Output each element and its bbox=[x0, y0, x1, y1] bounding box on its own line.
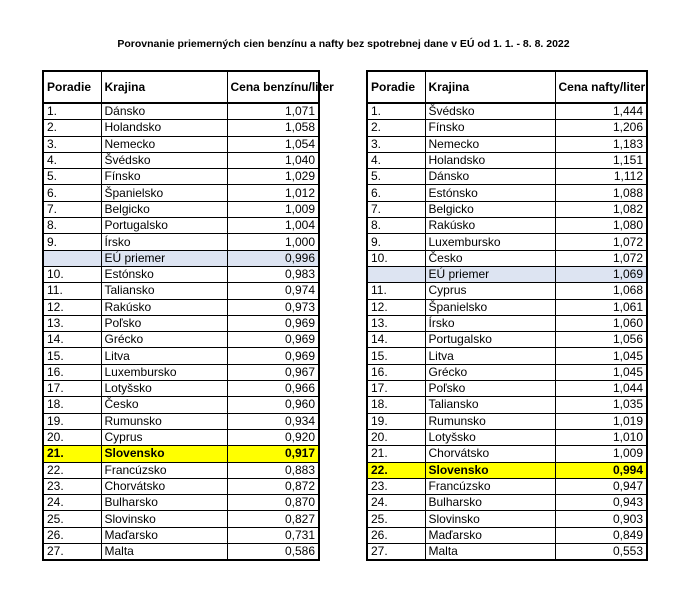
header-price: Cena nafty/liter bbox=[555, 71, 647, 103]
price-cell: 1,058 bbox=[227, 120, 319, 136]
table-row bbox=[367, 527, 647, 543]
table-row bbox=[43, 299, 319, 315]
rank-cell: 22. bbox=[367, 462, 425, 478]
table-row bbox=[43, 462, 319, 478]
country-cell: Francúzsko bbox=[425, 478, 555, 494]
rank-cell: 27. bbox=[367, 544, 425, 561]
country-cell: Dánsko bbox=[101, 103, 227, 120]
price-cell: 0,903 bbox=[555, 511, 647, 527]
country-cell: EÚ priemer bbox=[425, 266, 555, 282]
price-cell: 0,917 bbox=[227, 446, 319, 462]
price-cell: 0,960 bbox=[227, 397, 319, 413]
header-rank: Poradie bbox=[43, 71, 101, 103]
price-cell: 1,010 bbox=[555, 429, 647, 445]
price-cell: 1,044 bbox=[555, 381, 647, 397]
price-cell: 0,586 bbox=[227, 544, 319, 561]
rank-cell: 24. bbox=[43, 495, 101, 511]
table-row bbox=[43, 348, 319, 364]
petrol-table-body bbox=[43, 103, 319, 560]
price-cell: 0,553 bbox=[555, 544, 647, 561]
price-cell: 0,934 bbox=[227, 413, 319, 429]
country-cell: Holandsko bbox=[425, 152, 555, 168]
table-row bbox=[43, 413, 319, 429]
rank-cell: 17. bbox=[43, 381, 101, 397]
table-row bbox=[43, 478, 319, 494]
country-cell: Luxembursko bbox=[425, 234, 555, 250]
rank-cell: 3. bbox=[367, 136, 425, 152]
price-cell: 1,009 bbox=[227, 201, 319, 217]
rank-cell: 8. bbox=[43, 218, 101, 234]
table-row bbox=[367, 201, 647, 217]
rank-cell: 14. bbox=[43, 332, 101, 348]
country-cell: Taliansko bbox=[425, 397, 555, 413]
rank-cell: 16. bbox=[367, 364, 425, 380]
table-row bbox=[43, 429, 319, 445]
country-cell: Cyprus bbox=[425, 283, 555, 299]
rank-cell: 1. bbox=[43, 103, 101, 120]
price-cell: 1,069 bbox=[555, 266, 647, 282]
page-title: Porovnanie priemerných cien benzínu a nafty bez spotrebnej dane v EÚ od 1. 1. - 8. 8. 2022 bbox=[117, 38, 570, 50]
slovakia-row bbox=[43, 446, 319, 462]
price-cell: 1,068 bbox=[555, 283, 647, 299]
price-cell: 1,112 bbox=[555, 169, 647, 185]
rank-cell: 9. bbox=[43, 234, 101, 250]
table-row bbox=[43, 152, 319, 168]
table-header-row bbox=[367, 71, 647, 103]
country-cell: Malta bbox=[101, 544, 227, 561]
price-cell: 1,072 bbox=[555, 234, 647, 250]
table-row bbox=[367, 511, 647, 527]
header-country: Krajina bbox=[101, 71, 227, 103]
price-cell: 1,035 bbox=[555, 397, 647, 413]
country-cell: Chorvátsko bbox=[425, 446, 555, 462]
table-row bbox=[367, 185, 647, 201]
rank-cell: 27. bbox=[43, 544, 101, 561]
table-row bbox=[367, 120, 647, 136]
table-row bbox=[43, 511, 319, 527]
rank-cell: 10. bbox=[367, 250, 425, 266]
rank-cell: 14. bbox=[367, 332, 425, 348]
rank-cell: 16. bbox=[43, 364, 101, 380]
country-cell: Portugalsko bbox=[101, 218, 227, 234]
price-cell: 0,974 bbox=[227, 283, 319, 299]
rank-cell: 25. bbox=[43, 511, 101, 527]
table-row bbox=[367, 103, 647, 120]
rank-cell: 8. bbox=[367, 218, 425, 234]
country-cell: Fínsko bbox=[425, 120, 555, 136]
rank-cell: 5. bbox=[367, 169, 425, 185]
diesel-price-table bbox=[366, 70, 648, 561]
table-row bbox=[367, 315, 647, 331]
country-cell: Nemecko bbox=[425, 136, 555, 152]
table-row bbox=[367, 495, 647, 511]
price-cell: 0,920 bbox=[227, 429, 319, 445]
table-row bbox=[43, 234, 319, 250]
rank-cell: 26. bbox=[367, 527, 425, 543]
price-cell: 1,009 bbox=[555, 446, 647, 462]
table-row bbox=[43, 103, 319, 120]
rank-cell: 11. bbox=[367, 283, 425, 299]
price-cell: 0,996 bbox=[227, 250, 319, 266]
price-cell: 1,054 bbox=[227, 136, 319, 152]
table-header-row bbox=[43, 71, 319, 103]
table-row bbox=[43, 185, 319, 201]
rank-cell: 7. bbox=[43, 201, 101, 217]
rank-cell: 20. bbox=[367, 429, 425, 445]
table-row bbox=[367, 283, 647, 299]
table-row bbox=[367, 446, 647, 462]
rank-cell: 21. bbox=[43, 446, 101, 462]
country-cell: Maďarsko bbox=[101, 527, 227, 543]
table-row bbox=[367, 152, 647, 168]
rank-cell: 2. bbox=[367, 120, 425, 136]
country-cell: Írsko bbox=[101, 234, 227, 250]
country-cell: Španielsko bbox=[101, 185, 227, 201]
rank-cell: 15. bbox=[43, 348, 101, 364]
price-cell: 0,967 bbox=[227, 364, 319, 380]
rank-cell bbox=[43, 250, 101, 266]
country-cell: Slovinsko bbox=[101, 511, 227, 527]
price-cell: 0,872 bbox=[227, 478, 319, 494]
price-cell: 1,040 bbox=[227, 152, 319, 168]
price-cell: 1,082 bbox=[555, 201, 647, 217]
price-cell: 1,088 bbox=[555, 185, 647, 201]
country-cell: Nemecko bbox=[101, 136, 227, 152]
rank-cell: 23. bbox=[43, 478, 101, 494]
country-cell: Estónsko bbox=[425, 185, 555, 201]
table-row bbox=[43, 169, 319, 185]
table-row bbox=[367, 413, 647, 429]
table-row bbox=[367, 364, 647, 380]
country-cell: Slovensko bbox=[101, 446, 227, 462]
rank-cell: 1. bbox=[367, 103, 425, 120]
country-cell: Írsko bbox=[425, 315, 555, 331]
rank-cell: 25. bbox=[367, 511, 425, 527]
country-cell: Rumunsko bbox=[101, 413, 227, 429]
country-cell: Rakúsko bbox=[425, 218, 555, 234]
table-row bbox=[367, 544, 647, 561]
country-cell: EÚ priemer bbox=[101, 250, 227, 266]
eu-average-row bbox=[367, 266, 647, 282]
table-row bbox=[43, 332, 319, 348]
rank-cell: 6. bbox=[367, 185, 425, 201]
country-cell: Bulharsko bbox=[101, 495, 227, 511]
table-row bbox=[367, 348, 647, 364]
price-cell: 1,000 bbox=[227, 234, 319, 250]
rank-cell: 11. bbox=[43, 283, 101, 299]
rank-cell: 23. bbox=[367, 478, 425, 494]
table-row bbox=[43, 544, 319, 561]
petrol-price-table bbox=[42, 70, 334, 561]
country-cell: Taliansko bbox=[101, 283, 227, 299]
table-row bbox=[367, 136, 647, 152]
table-row bbox=[367, 381, 647, 397]
price-cell: 1,206 bbox=[555, 120, 647, 136]
country-cell: Španielsko bbox=[425, 299, 555, 315]
rank-cell: 24. bbox=[367, 495, 425, 511]
rank-cell: 20. bbox=[43, 429, 101, 445]
price-cell: 0,849 bbox=[555, 527, 647, 543]
table-row bbox=[43, 381, 319, 397]
country-cell: Česko bbox=[425, 250, 555, 266]
table-row bbox=[43, 315, 319, 331]
country-cell: Litva bbox=[425, 348, 555, 364]
price-cell: 1,012 bbox=[227, 185, 319, 201]
rank-cell: 9. bbox=[367, 234, 425, 250]
country-cell: Francúzsko bbox=[101, 462, 227, 478]
table-row bbox=[43, 527, 319, 543]
price-cell: 1,183 bbox=[555, 136, 647, 152]
table-row bbox=[367, 234, 647, 250]
diesel-table-body bbox=[367, 103, 647, 560]
country-cell: Portugalsko bbox=[425, 332, 555, 348]
rank-cell: 12. bbox=[43, 299, 101, 315]
header-price: Cena benzínu/liter bbox=[227, 71, 319, 103]
price-cell: 1,004 bbox=[227, 218, 319, 234]
price-cell: 1,071 bbox=[227, 103, 319, 120]
country-cell: Bulharsko bbox=[425, 495, 555, 511]
price-cell: 0,870 bbox=[227, 495, 319, 511]
price-cell: 1,060 bbox=[555, 315, 647, 331]
table-row bbox=[367, 169, 647, 185]
country-cell: Chorvátsko bbox=[101, 478, 227, 494]
price-cell: 0,943 bbox=[555, 495, 647, 511]
table-row bbox=[43, 495, 319, 511]
rank-cell: 10. bbox=[43, 266, 101, 282]
country-cell: Česko bbox=[101, 397, 227, 413]
rank-cell: 2. bbox=[43, 120, 101, 136]
price-cell: 1,045 bbox=[555, 348, 647, 364]
rank-cell: 26. bbox=[43, 527, 101, 543]
price-cell: 1,056 bbox=[555, 332, 647, 348]
table-row bbox=[43, 218, 319, 234]
price-cell: 0,969 bbox=[227, 332, 319, 348]
rank-cell: 17. bbox=[367, 381, 425, 397]
country-cell: Poľsko bbox=[101, 315, 227, 331]
price-cell: 1,045 bbox=[555, 364, 647, 380]
country-cell: Belgicko bbox=[425, 201, 555, 217]
country-cell: Malta bbox=[425, 544, 555, 561]
table-row bbox=[367, 397, 647, 413]
table-row bbox=[367, 218, 647, 234]
rank-cell: 18. bbox=[43, 397, 101, 413]
price-cell: 1,444 bbox=[555, 103, 647, 120]
country-cell: Grécko bbox=[101, 332, 227, 348]
price-cell: 0,827 bbox=[227, 511, 319, 527]
table-row bbox=[43, 364, 319, 380]
price-cell: 1,019 bbox=[555, 413, 647, 429]
header-country: Krajina bbox=[425, 71, 555, 103]
rank-cell: 3. bbox=[43, 136, 101, 152]
rank-cell: 19. bbox=[43, 413, 101, 429]
price-cell: 0,969 bbox=[227, 315, 319, 331]
table-row bbox=[43, 397, 319, 413]
rank-cell: 4. bbox=[367, 152, 425, 168]
price-cell: 0,883 bbox=[227, 462, 319, 478]
rank-cell: 18. bbox=[367, 397, 425, 413]
price-cell: 0,983 bbox=[227, 266, 319, 282]
table-row bbox=[367, 429, 647, 445]
table-row bbox=[43, 266, 319, 282]
price-cell: 1,072 bbox=[555, 250, 647, 266]
country-cell: Litva bbox=[101, 348, 227, 364]
price-cell: 1,029 bbox=[227, 169, 319, 185]
price-cell: 0,731 bbox=[227, 527, 319, 543]
price-cell: 0,947 bbox=[555, 478, 647, 494]
rank-cell: 13. bbox=[43, 315, 101, 331]
country-cell: Holandsko bbox=[101, 120, 227, 136]
country-cell: Luxembursko bbox=[101, 364, 227, 380]
country-cell: Maďarsko bbox=[425, 527, 555, 543]
country-cell: Dánsko bbox=[425, 169, 555, 185]
country-cell: Rumunsko bbox=[425, 413, 555, 429]
rank-cell: 5. bbox=[43, 169, 101, 185]
table-row bbox=[367, 478, 647, 494]
price-cell: 1,061 bbox=[555, 299, 647, 315]
header-rank: Poradie bbox=[367, 71, 425, 103]
country-cell: Švédsko bbox=[101, 152, 227, 168]
country-cell: Estónsko bbox=[101, 266, 227, 282]
country-cell: Cyprus bbox=[101, 429, 227, 445]
eu-average-row bbox=[43, 250, 319, 266]
price-cell: 0,973 bbox=[227, 299, 319, 315]
country-cell: Švédsko bbox=[425, 103, 555, 120]
rank-cell bbox=[367, 266, 425, 282]
price-cell: 0,994 bbox=[555, 462, 647, 478]
country-cell: Slovensko bbox=[425, 462, 555, 478]
rank-cell: 7. bbox=[367, 201, 425, 217]
table-row bbox=[367, 332, 647, 348]
country-cell: Belgicko bbox=[101, 201, 227, 217]
country-cell: Lotyšsko bbox=[425, 429, 555, 445]
country-cell: Grécko bbox=[425, 364, 555, 380]
table-row bbox=[43, 136, 319, 152]
price-cell: 0,969 bbox=[227, 348, 319, 364]
rank-cell: 6. bbox=[43, 185, 101, 201]
table-row bbox=[43, 201, 319, 217]
table-row bbox=[43, 120, 319, 136]
price-cell: 1,080 bbox=[555, 218, 647, 234]
price-cell: 1,151 bbox=[555, 152, 647, 168]
rank-cell: 4. bbox=[43, 152, 101, 168]
slovakia-row bbox=[367, 462, 647, 478]
country-cell: Lotyšsko bbox=[101, 381, 227, 397]
rank-cell: 13. bbox=[367, 315, 425, 331]
country-cell: Slovinsko bbox=[425, 511, 555, 527]
rank-cell: 15. bbox=[367, 348, 425, 364]
country-cell: Fínsko bbox=[101, 169, 227, 185]
table-row bbox=[367, 250, 647, 266]
country-cell: Rakúsko bbox=[101, 299, 227, 315]
table-row bbox=[367, 299, 647, 315]
rank-cell: 22. bbox=[43, 462, 101, 478]
rank-cell: 21. bbox=[367, 446, 425, 462]
rank-cell: 12. bbox=[367, 299, 425, 315]
rank-cell: 19. bbox=[367, 413, 425, 429]
country-cell: Poľsko bbox=[425, 381, 555, 397]
table-row bbox=[43, 283, 319, 299]
price-cell: 0,966 bbox=[227, 381, 319, 397]
